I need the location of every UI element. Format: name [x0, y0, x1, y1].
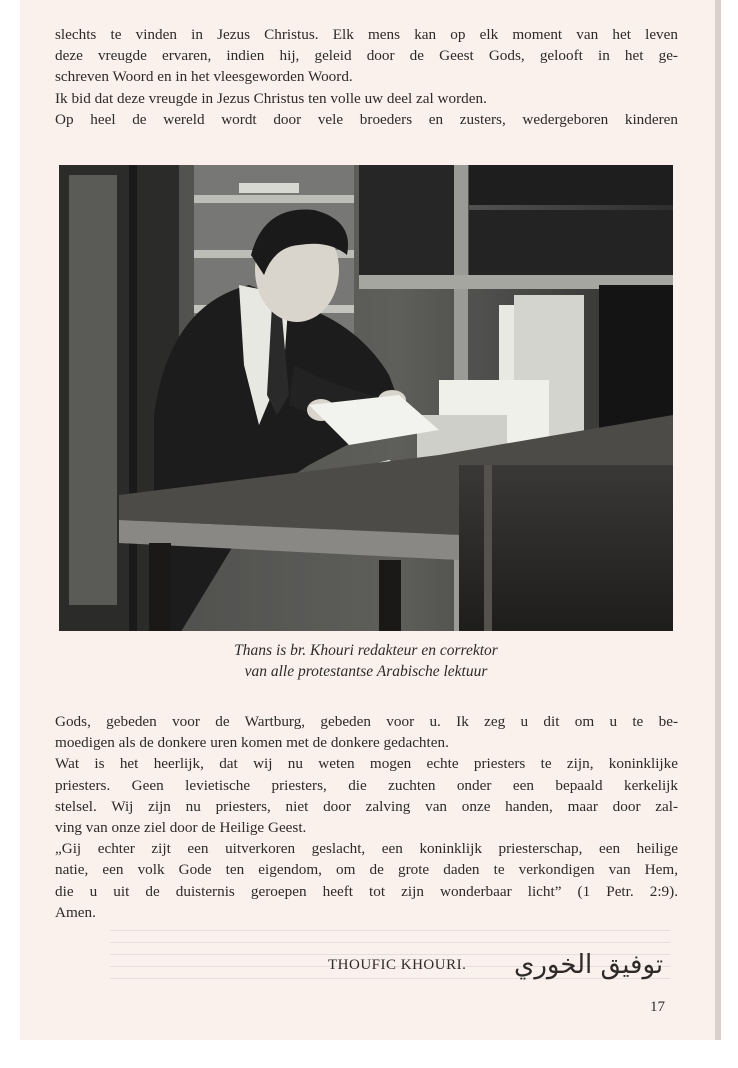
page-margin	[20, 1040, 721, 1068]
text-line: Amen.	[55, 903, 96, 921]
text-line: „Gij echter zijt een uitverkoren geslacht, een koninklijk priesterschap, een heilige	[55, 840, 678, 858]
text-line: deze vreugde ervaren, indien hij, geleid door de Geest Gods, gelooft in het ge-	[55, 47, 678, 65]
text-line: ving van onze ziel door de Heilige Geest.	[55, 819, 307, 837]
text-line: Gods, gebeden voor de Wartburg, gebeden voor u. Ik zeg u dit om u te be-	[55, 713, 678, 730]
text-line: Op heel de wereld wordt door vele broeders en zusters, wedergeboren kinderen	[55, 110, 678, 128]
caption-line: Thans is br. Khouri redakteur en correktor	[234, 642, 498, 659]
page-number: 17	[650, 999, 665, 1015]
text-line: stelsel. Wij zijn nu priesters, niet door zalving van onze handen, maar door zal-	[55, 797, 678, 815]
text-line: slechts te vinden in Jezus Christus. Elk mens kan op elk moment van het leven	[55, 26, 678, 43]
text-line: Wat is het heerlijk, dat wij nu weten mogen echte priesters te zijn, koninklijke	[55, 755, 678, 773]
text-line: natie, een volk Gode ten eigendom, om de grote daden te verkondigen van Hem,	[55, 861, 678, 879]
signature-name: THOUFIC KHOURI.	[328, 957, 467, 973]
signature-arabic: توفيق الخوري	[514, 950, 664, 980]
photo-illustration	[59, 165, 673, 631]
text-line: Ik bid dat deze vreugde in Jezus Christus ten volle uw deel zal worden.	[55, 89, 487, 107]
photo-man-at-desk	[59, 165, 673, 631]
caption-line: van alle protestantse Arabische lektuur	[244, 663, 488, 680]
text-line: schreven Woord en in het vleesgeworden Woord.	[55, 68, 353, 86]
photo-caption	[59, 640, 673, 682]
text-line: moedigen als de donkere uren komen met de donkere gedachten.	[55, 734, 449, 752]
body-text-bottom	[55, 711, 678, 923]
page-edge	[715, 0, 721, 1040]
text-line: priesters. Geen levietische priesters, die zuchten onder een bepaald kerkelijk	[55, 776, 678, 794]
text-line: die u uit de duisternis geroepen heeft tot zijn wonderbaar licht” (1 Petr. 2:9).	[55, 882, 678, 900]
body-text-top	[55, 24, 678, 130]
